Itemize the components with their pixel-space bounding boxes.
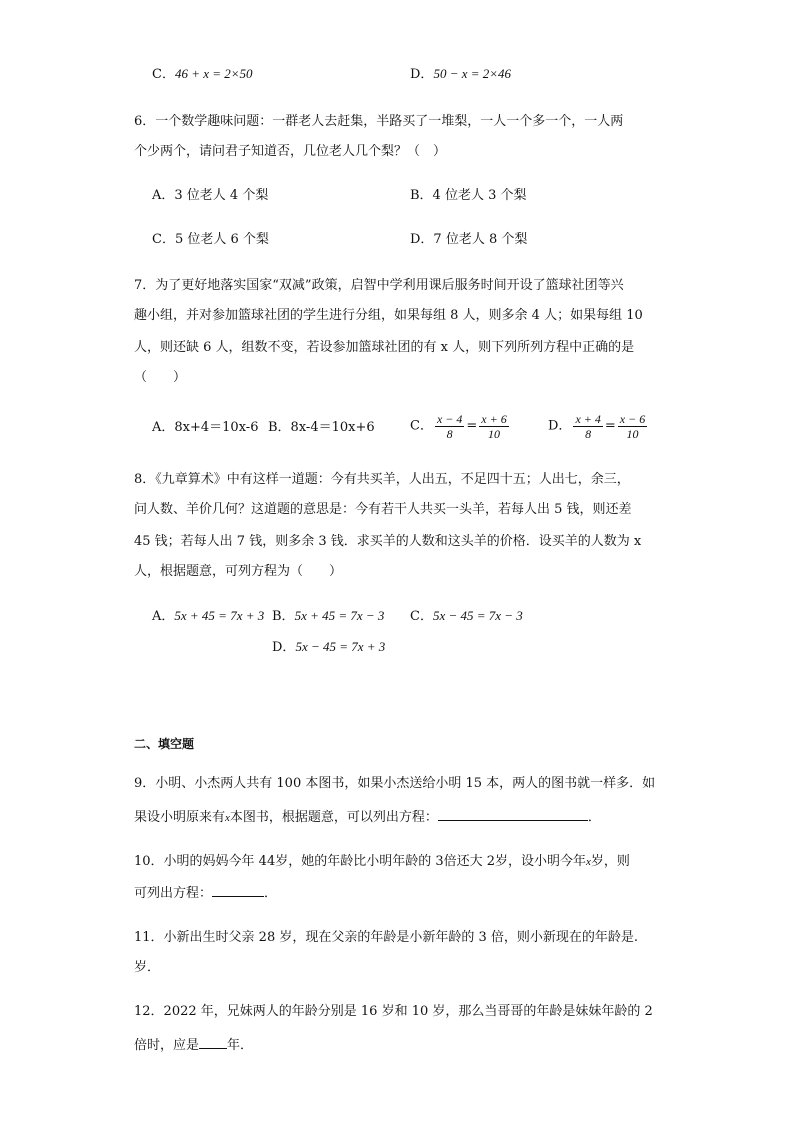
q7-option-c-equals: =	[466, 418, 478, 434]
q6-stem-line1: 6．一个数学趣味问题：一群老人去赶集，半路买了一堆梨，一人一个多一个，一人两	[134, 114, 624, 129]
q11-stem-line1: 11．小新出生时父亲 28 岁，现在父亲的年龄是小新年龄的 3 倍，则小新现在的年龄是.	[134, 930, 639, 945]
q9-stem-line2	[134, 806, 601, 828]
q8-option-c-equation: 5x − 45 = 7x − 3	[432, 608, 523, 623]
q7-stem-line1: 7．为了更好地落实国家“双减”政策，启智中学利用课后服务时间开设了篮球社团等兴	[134, 278, 624, 293]
q5-option-c-label: C．	[152, 67, 175, 82]
q5-option-c	[152, 64, 253, 85]
q7-option-c-fraction-left	[435, 412, 464, 441]
q8-option-a	[152, 606, 264, 627]
q9-text-a: 果设小明原来有	[134, 810, 226, 825]
q6-option-c: C．5 位老人 6 个梨	[152, 232, 269, 247]
q12-text-a: 倍时，应是	[134, 1038, 200, 1053]
q9-variable-x: x	[225, 812, 230, 824]
q8-option-a-label: A．	[152, 609, 175, 624]
q6-option-a: A．3 位老人 4 个梨	[152, 188, 269, 203]
q8-option-d	[272, 637, 385, 658]
q7-option-c-numerator-left: x − 4	[436, 412, 463, 426]
q5-option-d-label: D．	[410, 67, 434, 82]
q10-variable-x: x	[586, 856, 591, 868]
q7-option-c-denominator-right: 10	[488, 427, 501, 441]
q5-option-d	[410, 64, 511, 85]
q7-option-c-fraction-right	[479, 412, 508, 441]
q7-option-d-label: D．	[548, 418, 572, 434]
q9-stem-line1: 9．小明、小杰两人共有 100 本图书，如果小杰送给小明 15 本，两人的图书就一样多．如	[134, 776, 656, 791]
q7-option-c-label: C．	[410, 418, 433, 434]
q10-text-c: 可列出方程：	[134, 886, 213, 901]
q9-answer-blank[interactable]	[438, 806, 588, 821]
q8-stem-line4: 人，根据题意，可列方程为（ ）	[134, 564, 343, 579]
q12-answer-blank[interactable]	[199, 1034, 227, 1049]
q10-stem-line1	[134, 852, 630, 872]
q7-stem-line2: 趣小组，并对参加篮球社团的学生进行分组，如果每组 8 人，则多余 4 人；如果每组 10	[134, 308, 643, 323]
q8-option-a-equation: 5x + 45 = 7x + 3	[174, 608, 265, 623]
q8-stem-line2: 问人数、羊价几何？这道题的意思是：今有若干人共买一头羊，若每人出 5 钱，则还差	[134, 502, 632, 517]
q5-option-d-equation: 50 − x = 2×46	[433, 66, 512, 81]
q7-option-c-numerator-right: x + 6	[481, 412, 507, 426]
q9-end: ．	[587, 810, 601, 825]
q8-option-d-label: D．	[272, 640, 296, 655]
q8-option-b	[272, 606, 384, 627]
q8-stem-line3: 45 钱；若每人出 7 钱，则多余 3 钱．求买羊的人数和这头羊的价格．设买羊的人数为 x	[134, 534, 642, 549]
q6-stem-line2: 个少两个，请问君子知道否，几位老人几个梨？（ ）	[134, 144, 447, 159]
q7-option-d-numerator-right: x − 6	[619, 412, 646, 426]
q6-option-b: B．4 位老人 3 个梨	[410, 188, 527, 203]
q12-stem-line1: 12．2022 年，兄妹两人的年龄分别是 16 岁和 10 岁，那么当哥哥的年龄是妹妹年龄的 2	[134, 1004, 653, 1019]
q12-stem-line2	[134, 1034, 253, 1056]
q8-option-c-label: C．	[410, 609, 433, 624]
q10-answer-blank[interactable]	[212, 882, 264, 897]
q7-option-d-denominator-right: 10	[626, 427, 639, 441]
section-title-fill-in: 二、填空题	[134, 737, 195, 751]
q10-text-a: 10．小明的妈妈今年 44岁，她的年龄比小明年龄的 3倍还大 2岁，设小明今年	[134, 854, 587, 869]
q8-stem-line1: 8．《九章算术》中有这样一道题：今有共买羊，人出五，不足四十五；人出七，余三，	[134, 472, 630, 487]
q7-option-d-denominator-left: 8	[585, 427, 592, 441]
q7-option-d	[548, 412, 649, 441]
q7-option-d-fraction-right	[618, 412, 647, 441]
q10-text-b: 岁，则	[590, 854, 630, 869]
q5-option-c-equation: 46 + x = 2×50	[174, 66, 253, 81]
q7-option-c-denominator-left: 8	[446, 427, 453, 441]
q8-option-b-equation: 5x + 45 = 7x − 3	[294, 608, 385, 623]
q10-stem-line2	[134, 882, 277, 904]
q11-stem-line2: 岁．	[134, 960, 161, 975]
q6-option-d: D．7 位老人 8 个梨	[410, 232, 528, 247]
q7-option-c	[410, 412, 511, 441]
q8-option-b-label: B．	[272, 609, 295, 624]
q7-option-d-fraction-left	[573, 412, 602, 441]
q7-stem-line3: 人，则还缺 6 人，组数不变，若设参加篮球社团的有 x 人，则下列所列方程中正确的是	[134, 340, 635, 355]
q7-stem-line4: （ ）	[134, 370, 187, 385]
q10-end: ．	[264, 886, 278, 901]
q12-text-b: 年．	[227, 1038, 254, 1053]
q8-option-c	[410, 606, 523, 627]
q7-option-b: B．8x-4＝10x+6	[268, 420, 375, 435]
q8-option-d-equation: 5x − 45 = 7x + 3	[295, 639, 386, 654]
q7-option-d-equals: =	[604, 418, 616, 434]
q7-option-a: A．8x+4＝10x-6	[152, 420, 259, 435]
q9-text-b: 本图书，根据题意，可以列出方程：	[229, 810, 438, 825]
q7-option-d-numerator-left: x + 4	[575, 412, 601, 426]
